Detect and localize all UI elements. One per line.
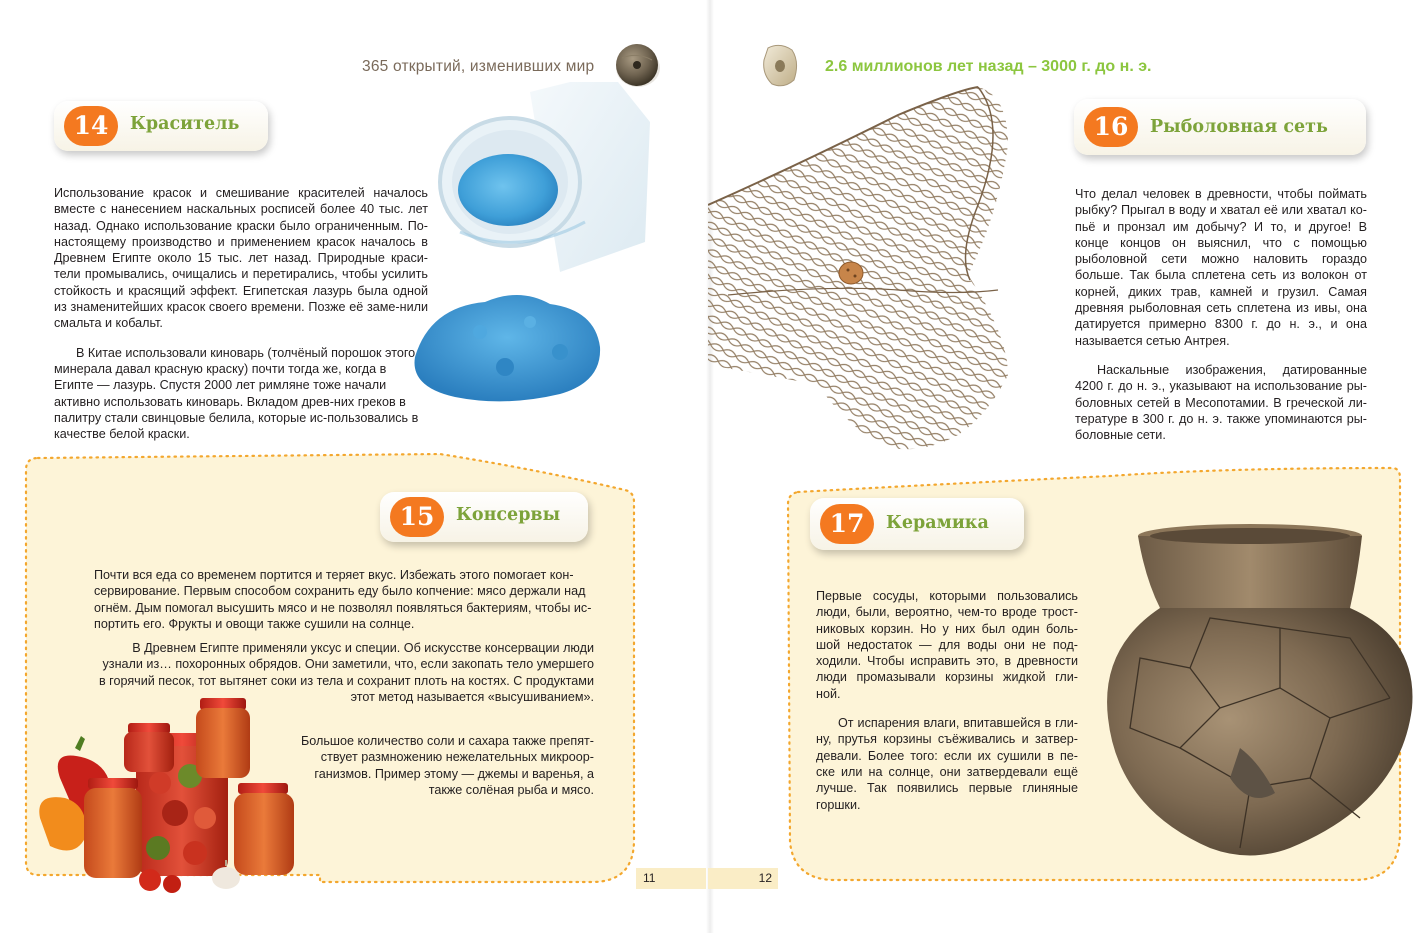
entry-15-text-top [94,567,594,632]
right-running-head: 2.6 миллионов лет назад – 3000 г. до н. э. [825,58,1152,75]
left-page-number [636,868,706,889]
preserved-food-jars-photo [30,688,310,893]
entry-17-heading [810,498,1024,550]
entry-title: Краситель [130,114,240,134]
paragraph: В Китае использовали киноварь (толчёный порошок этого минерала давал красную краску) почти тогда же, когда в Египте — лазурь. Спустя 2000 лет римляне тоже начали активно использовать киноварь. Вкладом древ-них греков в палитру стали свинцовые белила, которые ис-пользовались в качестве белой краски. [54,345,419,442]
entry-title: Керамика [886,513,989,533]
paragraph: В Древнем Египте применяли уксус и специи. Об искусстве консервации люди узнали из… похоронных обрядов. Они заметили, что, если закопать тело умершего в горячий песок, тот вытянет соки из тела и сохранит плоть на костях. С продуктами этот метод называется «высушиванием». [98,641,594,704]
blue-pigment-jar-photo [410,82,650,412]
paragraph: Большое количество соли и сахара также препят-ствует размножению нежелательных микроор-ганизмов. Пример этому — джемы и варенья, а также солёная рыба и мясо. [300,734,594,797]
pierced-stone-icon [760,42,802,90]
page-number-text: 11 [643,871,656,885]
ceramic-pot-photo [1100,518,1420,868]
entry-17-text [816,588,1078,813]
entry-14-heading [54,101,268,151]
entry-title: Рыболовная сеть [1150,117,1328,137]
fishing-net-photo [708,85,1068,457]
entry-14-text [54,185,428,442]
left-running-head: 365 открытий, изменивших мир [362,58,595,75]
paragraph: От испарения влаги, впитавшейся в гли-ну, прутья корзины съёживались и затвер-девали. Более того: если их сушили в пе-ске или на солнце, они затвердевали ещё лучше. Так появились первые глиняные горшки. [816,716,1078,812]
paragraph: Почти вся еда со временем портится и теряет вкус. Избежать этого помогает кон-сервирование. Первым способом сохранить еду было копчение: мясо держали над огнём. Дым помогал высушить мясо и не позволял появляться бактериям, чтобы ис-портить его. Фрукты и овощи также сушили на солнце. [94,568,592,631]
page-number-text: 12 [758,871,772,885]
entry-number-badge: 16 [1084,107,1138,147]
entry-number-badge: 17 [820,504,874,544]
entry-title: Консервы [456,505,561,525]
paragraph: Наскальные изображения, датированные 4200 г. до н. э., указывают на использование ры-боловных сетей в Месопотамии. В греческой ли-тературе в 300 г. до н. э. также упоминаются ры-боловные сети. [1075,362,1367,443]
entry-16-text [1075,186,1367,443]
entry-15-heading [380,492,588,542]
entry-number-badge: 15 [390,497,444,537]
paragraph: Использование красок и смешивание красителей началось вместе с нанесением наскальных росписей более 40 тыс. лет назад. Однако использование краски было ограниченным. По-настоящему производство и применением красок началось в Древнем Египте около 15 тыс. лет назад. Природные краси-тели промывались, очищались и перетирались, чтобы усилить стойкость и красящий эффект. Египетская лазурь была одной из знаменитейших красок своего времени. Позже её заме-нили смальта и кобальт. [54,186,428,331]
paragraph: Что делал человек в древности, чтобы поймать рыбку? Прыгал в воду и хватал её или хватал ко-пьё и пронзал им добычу? И то, и другое! В конце концов он выяснил, что с помощью рыболовной сети можно наловить гораздо больше. Так была сплетена сеть из волокон от корней, диких трав, камней и грузил. Самая древняя рыболовная сеть сплетена из ивы, она датируется примерно 8300 г. до н. э., и она называется сетью Антрея. [1075,187,1367,348]
entry-16-heading [1074,99,1366,155]
paragraph: Первые сосуды, которыми пользовались люди, были, вероятно, чем-то вроде трост-никовых корзин. Но у них был один боль-шой недостаток — для воды они не под-ходили. Чтобы исправить это, в древности люди промазывали корзины жидкой гли-ной. [816,589,1078,701]
right-page-number [708,868,778,889]
entry-number-badge: 14 [64,106,118,146]
entry-15-text-bottom [286,733,594,798]
